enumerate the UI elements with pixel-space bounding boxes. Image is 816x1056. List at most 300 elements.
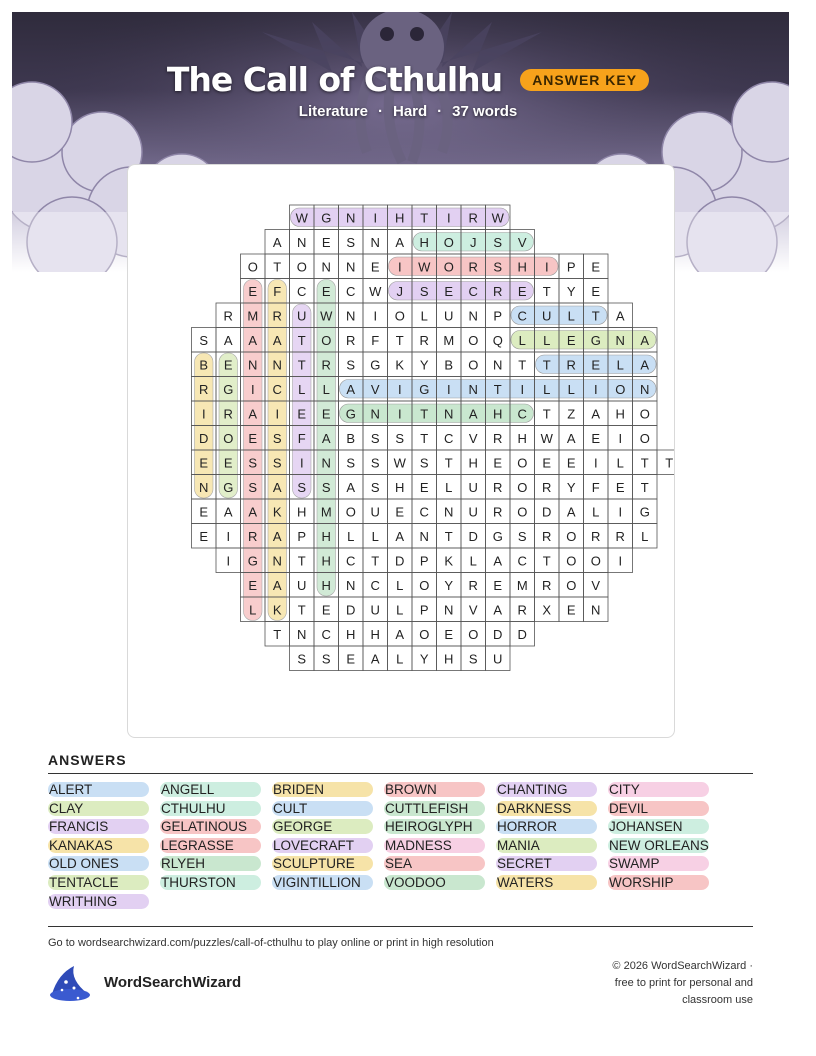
grid-letter: N <box>370 406 380 422</box>
grid-letter: N <box>640 381 650 397</box>
grid-letter: E <box>566 332 576 348</box>
grid-letter: O <box>468 332 479 348</box>
footer-link[interactable]: Go to wordsearchwizard.com/puzzles/call-of-cthulhu to play online or print in high resolution <box>48 937 494 949</box>
grid-letter: E <box>199 504 209 520</box>
grid-letter: E <box>223 455 233 471</box>
grid-letter: C <box>346 553 356 569</box>
grid-letter: I <box>618 553 623 569</box>
grid-letter: L <box>567 308 575 324</box>
grid-letter: A <box>272 332 282 348</box>
grid-letter: S <box>370 430 380 446</box>
grid-letter: C <box>297 283 307 299</box>
grid-letter: H <box>517 259 527 275</box>
answer-item: VOODOO <box>384 875 485 890</box>
grid-letter: E <box>444 626 454 642</box>
grid-letter: O <box>517 504 528 520</box>
grid-letter: E <box>321 602 331 618</box>
grid-letter: T <box>518 357 527 373</box>
grid-letter: I <box>618 430 623 446</box>
grid-letter: A <box>566 430 576 446</box>
grid-letter: N <box>615 332 625 348</box>
grid-letter: U <box>370 602 380 618</box>
answer-item: SEA <box>384 856 485 871</box>
grid-letter: S <box>272 455 282 471</box>
grid-letter: N <box>370 234 380 250</box>
brand-name: WordSearchWizard <box>104 974 242 991</box>
copyright-line: classroom use <box>682 994 753 1006</box>
grid-letter: A <box>615 308 625 324</box>
grid-letter: R <box>615 528 625 544</box>
grid-letter: S <box>248 479 258 495</box>
grid-letter: C <box>419 504 429 520</box>
grid-letter: I <box>397 381 402 397</box>
grid-letter: O <box>443 234 454 250</box>
grid-letter: M <box>443 332 455 348</box>
answer-item: LOVECRAFT <box>272 838 373 853</box>
grid-letter: S <box>297 479 307 495</box>
grid-letter: E <box>566 455 576 471</box>
grid-letter: T <box>591 308 600 324</box>
grid-letter: X <box>542 602 552 618</box>
grid-letter: I <box>373 210 378 226</box>
grid-letter: G <box>247 553 258 569</box>
grid-letter: H <box>395 210 405 226</box>
grid-letter: E <box>370 259 380 275</box>
grid-letter: A <box>272 479 282 495</box>
grid-letter: S <box>468 651 478 667</box>
grid-letter: S <box>199 332 209 348</box>
grid-letter: N <box>199 479 209 495</box>
grid-letter: U <box>468 504 478 520</box>
grid-letter: I <box>446 381 451 397</box>
grid-letter: H <box>517 430 527 446</box>
grid-letter: R <box>468 577 478 593</box>
grid-letter: E <box>591 430 601 446</box>
answer-item: LEGRASSE <box>160 838 261 853</box>
grid-letter: L <box>347 528 355 544</box>
grid-letter: A <box>272 528 282 544</box>
grid-letter: H <box>370 626 380 642</box>
grid-letter: L <box>543 332 551 348</box>
grid-letter: Y <box>566 479 576 495</box>
grid-letter: F <box>591 479 600 495</box>
answer-item: NEW ORLEANS <box>609 837 709 853</box>
answer-item: CITY <box>608 782 709 797</box>
grid-letter: E <box>199 455 209 471</box>
grid-letter: I <box>593 381 598 397</box>
grid-letter: R <box>321 357 331 373</box>
grid-letter: A <box>395 234 405 250</box>
answer-item: RLYEH <box>160 856 261 871</box>
grid-letter: W <box>320 308 333 324</box>
grid-letter: G <box>590 332 601 348</box>
puzzle-card <box>127 164 675 738</box>
grid-letter: S <box>370 479 380 495</box>
grid-letter: I <box>226 528 231 544</box>
grid-letter: T <box>640 455 649 471</box>
grid-letter: U <box>444 308 454 324</box>
grid-letter: L <box>371 528 379 544</box>
grid-letter: O <box>419 577 430 593</box>
grid-letter: L <box>518 332 526 348</box>
grid-letter: R <box>468 210 478 226</box>
grid-letter: O <box>247 259 258 275</box>
grid-letter: U <box>297 577 307 593</box>
answer-item: TENTACLE <box>48 875 149 890</box>
divider <box>48 926 753 927</box>
answer-item: JOHANSEN <box>608 819 709 834</box>
copyright-line: © 2026 WordSearchWizard · <box>612 960 753 972</box>
grid-letter: I <box>250 381 255 397</box>
grid-letter: O <box>615 381 626 397</box>
grid-letter: K <box>444 553 454 569</box>
grid-letter: N <box>346 259 356 275</box>
grid-letter: N <box>248 357 258 373</box>
grid-letter: G <box>639 504 650 520</box>
grid-letter: E <box>493 455 503 471</box>
grid-letter: T <box>371 553 380 569</box>
grid-letter: T <box>444 455 453 471</box>
grid-letter: B <box>444 357 454 373</box>
grid-letter: E <box>321 234 331 250</box>
grid-letter: N <box>346 577 356 593</box>
grid-letter: V <box>591 577 601 593</box>
divider <box>48 773 753 774</box>
answer-item: BROWN <box>384 782 485 797</box>
grid-letter: L <box>641 528 649 544</box>
grid-letter: L <box>396 577 404 593</box>
grid-letter: A <box>468 406 478 422</box>
grid-letter: K <box>272 602 282 618</box>
answer-item: SECRET <box>496 856 597 871</box>
grid-letter: T <box>542 406 551 422</box>
grid-letter: I <box>299 455 304 471</box>
grid-letter: C <box>272 381 282 397</box>
puzzle-meta <box>0 103 816 120</box>
grid-letter: O <box>394 308 405 324</box>
grid-letter: D <box>346 602 356 618</box>
grid-letter: E <box>591 259 601 275</box>
grid-letter: R <box>199 381 209 397</box>
grid-letter: O <box>517 455 528 471</box>
grid-letter: L <box>445 479 453 495</box>
grid-letter: T <box>542 283 551 299</box>
grid-letter: E <box>395 504 405 520</box>
answer-item: GELATINOUS <box>160 819 261 834</box>
word-search-grid <box>128 165 674 737</box>
grid-letter: R <box>493 430 503 446</box>
grid-letter: S <box>370 455 380 471</box>
grid-letter: F <box>371 332 380 348</box>
answer-item: SWAMP <box>608 856 709 871</box>
grid-letter: N <box>321 259 331 275</box>
word-count-label: 37 words <box>452 103 518 120</box>
answer-item: GEORGE <box>272 819 373 834</box>
grid-letter: S <box>346 357 356 373</box>
grid-letter: C <box>444 430 454 446</box>
copyright <box>573 958 753 1009</box>
grid-letter: N <box>444 504 454 520</box>
grid-letter: L <box>396 651 404 667</box>
answers-heading: ANSWERS <box>48 752 127 768</box>
grid-letter: S <box>272 430 282 446</box>
grid-letter: L <box>469 553 477 569</box>
grid-letter: E <box>615 479 625 495</box>
grid-letter: B <box>199 357 209 373</box>
answer-item: FRANCIS <box>48 819 149 834</box>
grid-letter: I <box>275 406 280 422</box>
grid-letter: C <box>346 283 356 299</box>
answer-item: BRIDEN <box>272 782 373 797</box>
grid-letter: N <box>419 528 429 544</box>
grid-letter: S <box>297 651 307 667</box>
wizard-hat-icon <box>48 964 94 1009</box>
separator: · <box>437 103 443 120</box>
answer-item: WRITHING <box>48 894 149 909</box>
grid-letter: N <box>468 308 478 324</box>
grid-letter: O <box>566 553 577 569</box>
grid-letter: C <box>321 626 331 642</box>
answer-key-badge: ANSWER KEY <box>520 69 649 91</box>
answer-item: CTHULHU <box>160 801 261 816</box>
grid-letter: T <box>420 430 429 446</box>
grid-letter: E <box>321 283 331 299</box>
grid-letter: E <box>248 430 258 446</box>
grid-letter: S <box>419 283 429 299</box>
grid-letter: H <box>395 479 405 495</box>
grid-letter: E <box>248 283 258 299</box>
grid-letter: T <box>444 528 453 544</box>
grid-letter: O <box>345 504 356 520</box>
grid-letter: A <box>346 479 356 495</box>
category-label: Literature <box>298 103 368 120</box>
grid-letter: L <box>616 357 624 373</box>
grid-letter: I <box>544 259 549 275</box>
grid-letter: O <box>468 357 479 373</box>
grid-letter: O <box>296 259 307 275</box>
grid-letter: L <box>298 381 306 397</box>
grid-letter: U <box>468 479 478 495</box>
grid-letter: S <box>395 430 405 446</box>
grid-letter: L <box>543 381 551 397</box>
grid-letter: E <box>346 651 356 667</box>
answer-item: MADNESS <box>384 838 485 853</box>
answer-item: OLD ONES <box>48 856 149 871</box>
answer-item: VIGINTILLION <box>272 875 373 890</box>
grid-letter: N <box>591 602 601 618</box>
grid-letter: V <box>468 430 478 446</box>
grid-letter: J <box>396 283 403 299</box>
grid-letter: W <box>491 210 504 226</box>
grid-letter: E <box>223 357 233 373</box>
grid-letter: Y <box>566 283 576 299</box>
grid-letter: G <box>223 381 234 397</box>
grid-letter: L <box>322 381 330 397</box>
grid-letter: N <box>346 308 356 324</box>
grid-letter: I <box>397 259 402 275</box>
grid-letter: N <box>346 210 356 226</box>
answer-item: CUTTLEFISH <box>384 801 485 816</box>
separator: · <box>377 103 383 120</box>
answer-item: MANIA <box>496 838 597 853</box>
grid-letter: S <box>493 259 503 275</box>
grid-letter: R <box>542 479 552 495</box>
grid-letter: N <box>321 455 331 471</box>
grid-letter: S <box>346 234 356 250</box>
grid-letter: R <box>493 504 503 520</box>
grid-letter: O <box>223 430 234 446</box>
grid-letter: E <box>248 577 258 593</box>
grid-letter: I <box>226 553 231 569</box>
grid-letter: R <box>419 332 429 348</box>
answer-item: HEIROGLYPH <box>384 819 485 834</box>
grid-letter: T <box>297 553 306 569</box>
grid-letter: E <box>542 455 552 471</box>
grid-letter: W <box>369 283 382 299</box>
grid-letter: C <box>517 406 527 422</box>
grid-letter: P <box>419 553 429 569</box>
grid-letter: M <box>320 504 332 520</box>
grid-letter: H <box>444 651 454 667</box>
answer-item: ANGELL <box>160 782 261 797</box>
grid-letter: A <box>493 602 503 618</box>
grid-letter: T <box>542 357 551 373</box>
grid-letter: R <box>468 259 478 275</box>
grid-letter: R <box>272 308 282 324</box>
grid-letter: W <box>295 210 308 226</box>
grid-letter: D <box>468 528 478 544</box>
grid-letter: C <box>370 577 380 593</box>
grid-letter: R <box>542 528 552 544</box>
grid-letter: I <box>520 381 525 397</box>
grid-letter: A <box>321 430 331 446</box>
grid-letter: U <box>297 308 307 324</box>
grid-letter: M <box>516 577 528 593</box>
grid-letter: A <box>346 381 356 397</box>
grid-letter: H <box>346 626 356 642</box>
grid-letter: N <box>444 406 454 422</box>
grid-letter: T <box>395 332 404 348</box>
grid-letter: E <box>199 528 209 544</box>
grid-letter: D <box>517 626 527 642</box>
grid-letter: C <box>468 283 478 299</box>
grid-letter: K <box>272 504 282 520</box>
grid-letter: T <box>420 406 429 422</box>
grid-letter: R <box>223 406 233 422</box>
grid-letter: R <box>223 308 233 324</box>
grid-letter: O <box>639 430 650 446</box>
grid-letter: I <box>201 406 206 422</box>
grid-letter: A <box>370 651 380 667</box>
grid-letter: A <box>640 332 650 348</box>
grid-letter: N <box>297 626 307 642</box>
title-row <box>0 60 816 99</box>
grid-letter: O <box>419 626 430 642</box>
grid-letter: Y <box>419 651 429 667</box>
grid-letter: T <box>493 381 502 397</box>
grid-letter: E <box>493 577 503 593</box>
grid-letter: R <box>493 479 503 495</box>
grid-letter: G <box>345 406 356 422</box>
copyright-line: free to print for personal and <box>614 977 753 989</box>
grid-letter: P <box>419 602 429 618</box>
grid-letter: S <box>248 455 258 471</box>
grid-letter: I <box>618 504 623 520</box>
answer-item: CULT <box>272 801 373 816</box>
grid-letter: S <box>346 455 356 471</box>
grid-letter: D <box>493 626 503 642</box>
grid-letter: P <box>297 528 307 544</box>
grid-letter: R <box>591 528 601 544</box>
grid-letter: H <box>493 406 503 422</box>
grid-letter: C <box>517 553 527 569</box>
grid-letter: D <box>542 504 552 520</box>
grid-letter: G <box>370 357 381 373</box>
grid-letter: N <box>272 553 282 569</box>
grid-letter: T <box>297 332 306 348</box>
grid-letter: Q <box>492 332 503 348</box>
grid-letter: O <box>443 259 454 275</box>
grid-letter: A <box>395 528 405 544</box>
grid-letter: T <box>273 626 282 642</box>
grid-letter: O <box>517 479 528 495</box>
grid-letter: N <box>493 357 503 373</box>
grid-letter: N <box>444 602 454 618</box>
grid-letter: A <box>395 626 405 642</box>
answer-item: WATERS <box>496 875 597 890</box>
grid-letter: G <box>492 528 503 544</box>
grid-letter: T <box>640 479 649 495</box>
grid-letter: N <box>272 357 282 373</box>
grid-letter: N <box>468 381 478 397</box>
grid-letter: L <box>616 455 624 471</box>
answer-item: CLAY <box>48 801 149 816</box>
grid-letter: V <box>370 381 380 397</box>
grid-letter: T <box>420 210 429 226</box>
grid-letter: E <box>297 406 307 422</box>
grid-letter: A <box>248 406 258 422</box>
answer-item: DARKNESS <box>496 801 597 816</box>
grid-letter: E <box>591 283 601 299</box>
grid-letter: S <box>419 455 429 471</box>
grid-letter: E <box>566 602 576 618</box>
grid-letter: R <box>517 602 527 618</box>
grid-letter: K <box>395 357 405 373</box>
grid-letter: O <box>468 626 479 642</box>
grid-letter: G <box>419 381 430 397</box>
grid-letter: E <box>517 283 527 299</box>
grid-letter: H <box>321 577 331 593</box>
grid-letter: M <box>247 308 259 324</box>
grid-letter: W <box>393 455 406 471</box>
answer-item: ALERT <box>48 782 149 797</box>
grid-letter: P <box>566 259 576 275</box>
page-title: The Call of Cthulhu <box>166 60 503 99</box>
grid-letter: D <box>199 430 209 446</box>
grid-letter: D <box>395 553 405 569</box>
grid-letter: A <box>640 357 650 373</box>
answer-item: HORROR <box>496 819 597 834</box>
grid-letter: N <box>297 234 307 250</box>
grid-letter: T <box>542 553 551 569</box>
grid-letter: L <box>396 602 404 618</box>
grid-letter: L <box>420 308 428 324</box>
answer-item: CHANTING <box>496 782 597 797</box>
grid-letter: E <box>591 357 601 373</box>
grid-letter: V <box>517 234 527 250</box>
grid-letter: Y <box>419 357 429 373</box>
grid-letter: H <box>468 455 478 471</box>
